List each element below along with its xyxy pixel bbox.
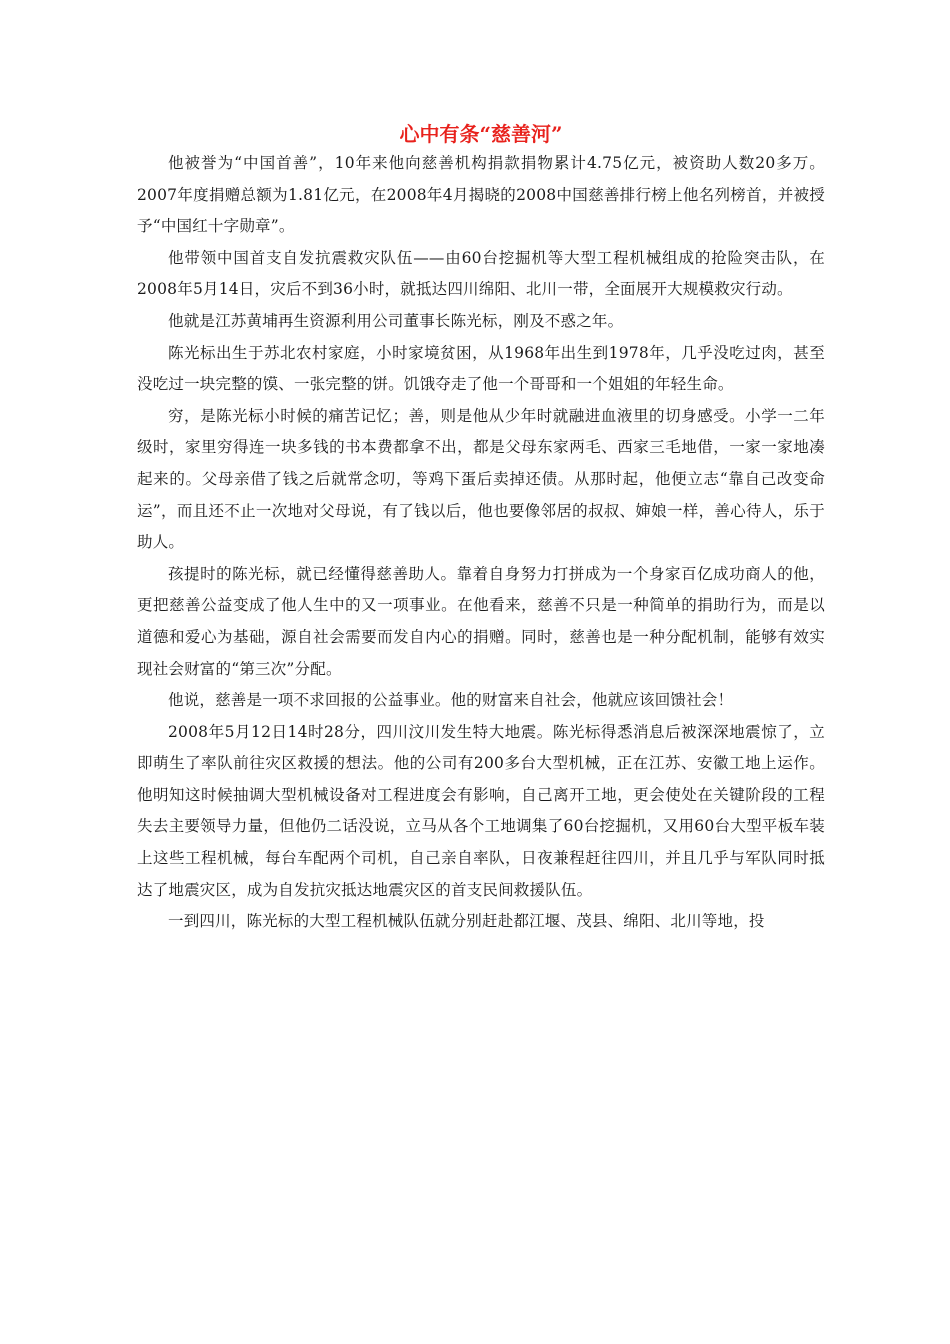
paragraph-9: 一到四川，陈光标的大型工程机械队伍就分别赶赴都江堰、茂县、绵阳、北川等地，投 xyxy=(168,912,765,931)
document-title: 心中有条“慈善河” xyxy=(399,122,563,146)
paragraph-8: 2008年5月12日14时28分，四川汶川发生特大地震。陈光标得悉消息后被深深地震惊了，立即萌生了率队前往灾区救援的想法。他的公司有200多台大型机械，正在江苏、安徽工地上运作。他明知这时候抽调大型机械设备对工程进度会有影响，自己离开工地，更会使处在关键阶段的工程失去主要领导力量，但他仍二话没说，立马从各个工地调集了60台挖掘机，又用60台大型平板车装上这些工程机械，每台车配两个司机，自己亲自率队，日夜兼程赶往四川，并且几乎与军队同时抵达了地震灾区，成为自发抗灾抵达地震灾区的首支民间救援队伍。 xyxy=(137,722,825,899)
document-body xyxy=(137,120,825,938)
paragraph-5: 穷，是陈光标小时候的痛苦记忆；善，则是他从少年时就融进血液里的切身感受。小学一二年级时，家里穷得连一块多钱的书本费都拿不出，都是父母东家两毛、西家三毛地借，一家一家地凑起来的。父母亲借了钱之后就常念叨，等鸡下蛋后卖掉还债。从那时起，他便立志“靠自己改变命运”，而且还不止一次地对父母说，有了钱以后，他也要像邻居的叔叔、婶娘一样，善心待人，乐于助人。 xyxy=(137,406,825,552)
paragraph-6: 孩提时的陈光标，就已经懂得慈善助人。靠着自身努力打拼成为一个身家百亿成功商人的他，更把慈善公益变成了他人生中的又一项事业。在他看来，慈善不只是一种简单的捐助行为，而是以道德和爱心为基础，源自社会需要而发自内心的捐赠。同时，慈善也是一种分配机制，能够有效实现社会财富的“第三次”分配。 xyxy=(137,564,825,678)
paragraph-4: 陈光标出生于苏北农村家庭，小时家境贫困，从1968年出生到1978年，几乎没吃过肉，甚至没吃过一块完整的馍、一张完整的饼。饥饿夺走了他一个哥哥和一个姐姐的年轻生命。 xyxy=(137,343,825,394)
paragraph-7: 他说，慈善是一项不求回报的公益事业。他的财富来自社会，他就应该回馈社会！ xyxy=(168,691,734,710)
paragraph-2: 他带领中国首支自发抗震救灾队伍——由60台挖掘机等大型工程机械组成的抢险突击队，在2008年5月14日，灾后不到36小时，就抵达四川绵阳、北川一带，全面展开大规模救灾行动。 xyxy=(137,248,825,299)
paragraph-1: 他被誉为“中国首善”，10年来他向慈善机构捐款捐物累计4.75亿元，被资助人数20多万。2007年度捐赠总额为1.81亿元，在2008年4月揭晓的2008中国慈善排行榜上他名列榜首，并被授予“中国红十字勋章”。 xyxy=(137,154,825,236)
paragraph-3: 他就是江苏黄埔再生资源利用公司董事长陈光标，刚及不惑之年。 xyxy=(168,311,624,330)
